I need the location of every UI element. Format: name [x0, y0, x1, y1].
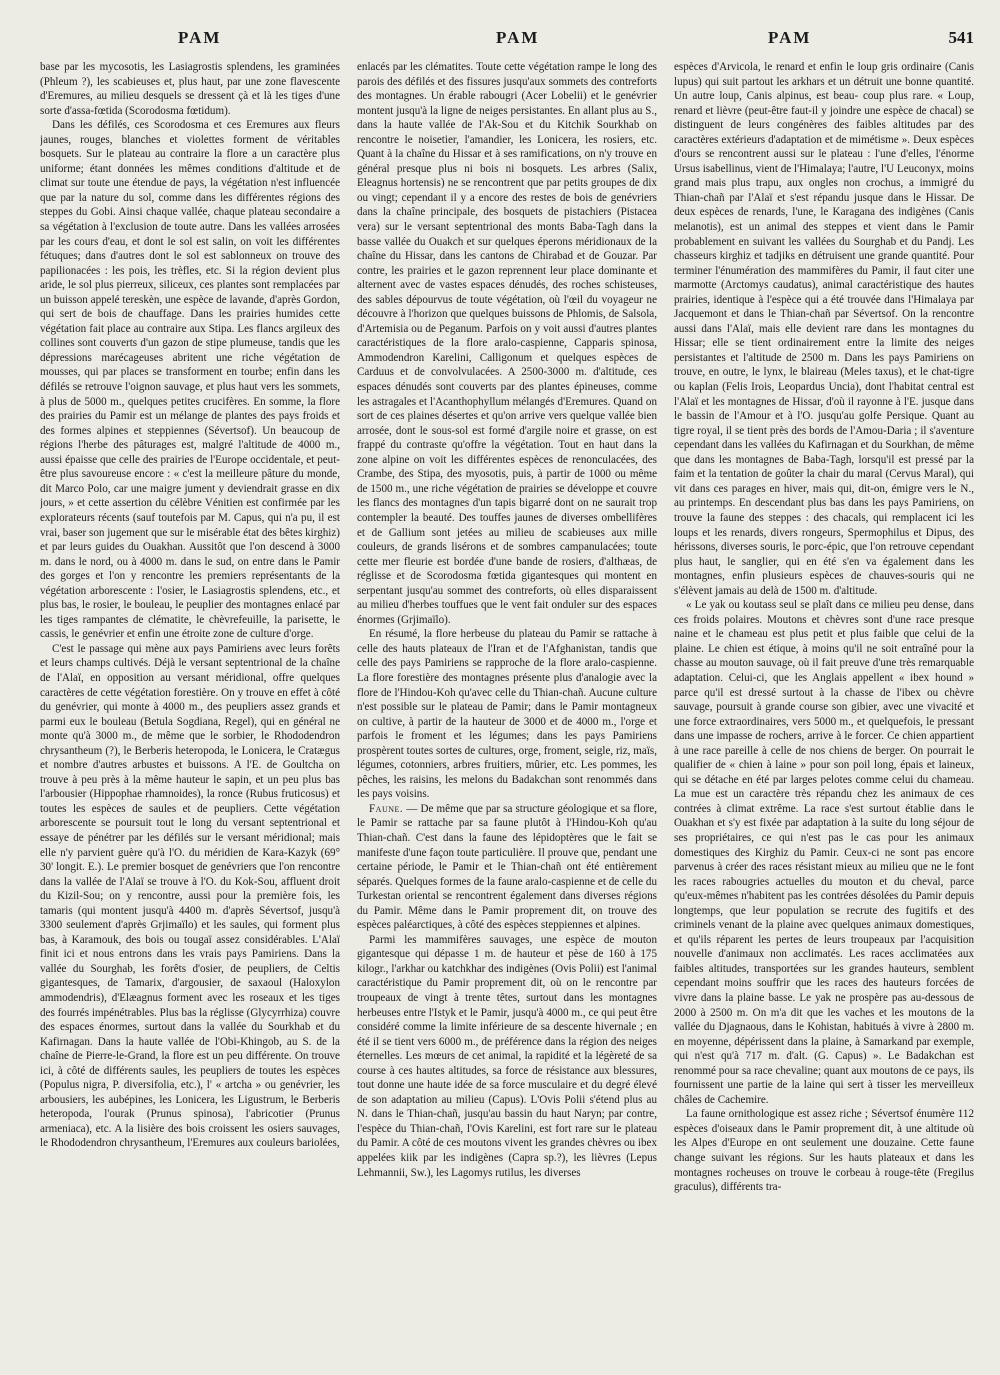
- paragraph: enlacés par les clématites. Toute cette végétation rampe le long des parois des défilés et des fissures jusqu'aux sommets des contreforts des montagnes. Un érable rabougri (Acer Lobelii) et le genévrier montent jusqu'à la ligne de neiges persistantes. En allant plus au S., dans la haute vallée de l'Ak-Sou et du Kitchik Sourkhab on rencontre le noisetier, l'amandier, les Lonicera, les rosiers, etc. Quant à la chaîne du Hissar et à ses ramifications, on n'y trouve en général presque plus ni bois ni bosquets. Les arbres (Salix, Eleagnus hortensis) ne se rencontrent que par petits groupes de dix ou vingt; cependant il y a encore des restes de bois de genévriers dans la chaîne principale, des bosquets de pistachiers (Pistacea vera) sur le versant septentrional des monts Baba-Tagh dans la basse vallée du Ouakch et sur quelques éperons méridionaux de la chaîne du Hissar, dans les cantons de Chirabad et de Gouzar. Par contre, les prairies et le gazon reprennent leur place dominante et alternent avec de vastes espaces dénudés, des roches schisteuses, des sables dépourvus de toute végétation, où l'œil du voyageur ne découvre à l'horizon que quelques buissons de Phlomis, de Salsola, d'Artemisia ou de Peganum. Parfois on y voit aussi d'autres plantes caractéristiques de la flore aralo-caspienne, Capparis spinosa, Ammodendron Karelini, Calligonum et quelques espèces de Carduus et de convolvulacées. A 2500-3000 m. d'altitude, ces espaces dénudés sont couverts par des plantes épineuses, comme les astragales et l'Acanthophyllum mélangés d'Eremures. Quand on sort de ces plaines désertes et qu'on arrive vers quelque vallée bien arrosée, dont le sous-sol est formé d'argile noire et grasse, on est frappé du contraste qu'offre la végétation. Tout en haut dans la zone alpine on voit les différentes espèces de renonculacées, des Crambe, des Stipa, des myosotis, puis, à partir de 1000 ou même de 1500 m., une riche végétation de prairies se développe et couvre les flancs des montagnes d'un tapis bigarré dont on ne saurait trop contempler la beauté. Des touffes jaunes de diverses ombellifères et de Gallium sont jetées au milieu de scabieuses aux mille couleurs, de grands lisérons et de sombres campanulacées; toute cette mer fleurie est bordée d'une bande de rosiers, d'althæas, de réglisse et de Scorodosma fœtida gigantesques qui montent en serpentant jusqu'au sommet des contreforts, où elles disparaissent au milieu d'herbes touffues que le vent fait onduler sur des espaces énormes (Grjimaïlo).: [357, 61, 657, 626]
- paragraph: C'est le passage qui mène aux pays Pamiriens avec leurs forêts et leurs champs cultivés. Déjà le versant septentrional de la chaîne de l'Alaï, en opposition au versant méridional, offre quelques caractères de cette végétation forestière. On y trouve en effet à côté du genévrier, qui monte à 4000 m., des peupliers assez grands et parmi eux le bouleau (Betula Sogdiana, Regel), qui en général ne monte qu'à 3000 m., de même que le sorbier, le Rhododendron chrysantheum (?), le Berberis heteropoda, le Lonicera, le Cratægus et nombre d'autres arbustes et buissons. A l'E. de Goultcha on trouve à peu près à la même hauteur le sapin, et un peu plus bas l'arbousier (Hippophae rhamnoides), la ronce (Rubus fruticosus) et toutes les espèces de saules et de peupliers. Cette végétation arborescente se poursuit tout le long du versant septentrional et essaye de pénétrer par les défilés sur le versant méridional; mais elle n'y parvient guère qu'à l'O. du méridien de Kara-Kazyk (69° 30' longit. E.). Le premier bosquet de genévriers que l'on rencontre dans la vallée de l'Alaï se trouve à l'O. du Kok-Sou, affluent droit du Kizil-Sou; on y rencontre, aussi pour la première fois, les tamaris (qui montent jusqu'à 4400 m. d'après Sévertsof, jusqu'à 3300 seulement d'après Grjimaïlo) et les saules, qui forment plus bas, à Karamouk, des bois ou tougaï assez considérables. L'Alaï finit ici et nous entrons dans les vrais pays Pamiriens. Dans la vallée du Sourghab, les forêts d'osier, de peupliers, de Celtis gigantesques, de Tamarix, d'argousier, de saxaoul (Haloxylon ammodendris), d'Elæagnus forment avec les roseaux et les tiges des fourrés impénétrables. Plus bas la réglisse (Glycyrrhiza) couvre des espaces énormes, surtout dans la vallée du Sourkhab et du Kafirnagan. Dans la haute vallée de l'Obi-Khingob, au S. de la chaîne de Pierre-le-Grand, la flore est un peu différente. On trouve ici, à côté de différents saules, les peupliers de toutes les espèces (Populus nigra, P. diversifolia, etc.), l' « artcha » ou genévrier, les arbousiers, les aubépines, les Lonicera, les Ligustrum, le Berberis heteropoda, l'ourak (Prunus spinosa), l'abricotier (Prunus armeniaca), etc. A la lisière des bois croissent les osiers sauvages, le Rhododendron chrysantheum, l'Eremures aux couleurs bariolées,: [40, 642, 340, 1150]
- text-columns: [40, 60, 974, 1350]
- column-1: [40, 60, 340, 1350]
- section-keyword: Faune.: [369, 802, 404, 815]
- paragraph: Dans les défilés, ces Scorodosma et ces Eremures aux fleurs jaunes, rouges, blanches et violettes forment de véritables bosquets. Sur le plateau au contraire la flore a un caractère plus uniforme; étant données les mêmes conditions d'altitude et de climat sur toute une étendue de pays, la végétation n'est influencée que par la nature du sol, comme dans les différentes régions des steppes du Gobi. Ainsi chaque vallée, chaque plateau secondaire a sa végétation à l'exclusion de toute autre. Dans les vallées arrosées par les cours d'eau, et dont le sol est salin, on voit les différentes fétuques; dans d'autres dont le sol est sablonneux on trouve des papilionacées : les pois, les trèfles, etc. Si la région devient plus aride, le sol plus pierreux, siliceux, ces plantes sont remplacées par un buisson appelé tereskèn, une espèce de lavande, d'après Gordon, qui sert de bois de chauffage. Dans les prairies humides cette végétation fait place au contraire aux Stipa. Les flancs argileux des collines sont couverts d'un gazon de stipe plumeuse, tandis que les dépressions marécageuses abritent une riche végétation de mousses, qui par places se transforment en tourbe; enfin dans les défilés se retrouve l'oignon sauvage, et plus haut vers les sommets, à plus de 5000 m., quelques petites crucifères. En somme, la flore des prairies du Pamir est un mélange de plantes des pays froids et des formes alpines et steppiennes (Sévertsof). Un beaucoup de régions l'herbe des pâturages est, malgré l'altitude de 4000 m., aussi épaisse que celle des prairies de l'Europe occidentale, et peut-être plus savoureuse encore : « c'est la meilleure pâture du monde, dit Marco Polo, car une maigre jument y deviendrait grasse en dix jours, » et cette assertion du célèbre Vénitien est confirmée par les explorateurs récents (sauf toutefois par M. Capus, qui n'a pu, il est vrai, baser son jugement que sur le misérable état des bêtes kirghiz) et par leurs guides du Ouakhan. Aussitôt que l'on descend à 3000 m. dans le nord, ou à 4000 m. dans le sud, on entre dans le Pamir des gorges et l'on y rencontre les premiers représentants de la végétation arborescente : l'osier, le Lasiagrostis splendens, etc., et plus bas, le rosier, le bouleau, le peuplier des montagnes enlacé par les tiges rampantes de clématite, le chèvrefeuille, la parisette, le cassis, le genévrier et enfin une étroite zone de culture d'orge.: [40, 119, 340, 641]
- paragraph: En résumé, la flore herbeuse du plateau du Pamir se rattache à celle des hauts plateaux de l'Iran et de l'Afghanistan, tandis que celle des pays Pamiriens se rapproche de la flore aralo-caspienne. La flore forestière des montagnes présente plus d'analogie avec la flore de l'Hindou-Koh qu'avec celle du Thian-chañ. Aucune culture n'est possible sur le plateau de Pamir; dans le Pamir montagneux on cultive, à partir de la hauteur de 3000 et de 4000 m., l'orge et parfois le froment et les légumes; dans les pays Pamiriens prospèrent toutes sortes de cultures, orge, froment, seigle, riz, maïs, légumes, cotonniers, arbres fruitiers, mûrier, etc. Les pommes, les pêches, les raisins, les melons du Badakchan sont renommés dans les pays voisins.: [357, 628, 657, 801]
- faune-section: [357, 802, 657, 933]
- paragraph: La faune ornithologique est assez riche ; Sévertsof énumère 112 espèces d'oiseaux dans le Pamir proprement dit, à une altitude où les Alpes d'Europe en ont seulement une douzaine. Cette faune change suivant les régions. Sur les hauts plateaux et dans les montagnes rocheuses on trouve le corbeau à rouge-tête (Fregilus graculus), différents tra-: [674, 1108, 974, 1194]
- column-2: [357, 60, 657, 1350]
- running-header: [40, 28, 974, 58]
- paragraph: base par les mycosotis, les Lasiagrostis splendens, les graminées (Phleum ?), les scabieuses et, plus haut, par une zone flavescente d'Eremures, au milieu desquels se dressent çà et là les tiges d'une sorte d'assa-fœtida (Scorodosma fœtidum).: [40, 61, 340, 117]
- paragraph: « Le yak ou koutass seul se plaît dans ce milieu peu dense, dans ces froids polaires. Moutons et chèvres sont d'une race presque naine et le chameau est plus petit et plus faible que celui de la plaine. Le chien est étique, à moins qu'il ne soit entraîné pour la chasse au mouton sauvage, où il fait preuve d'une très remarquable adaptation. Celui-ci, que les Anglais appellent « ibex hound » parce qu'il est dressé surtout à la chasse de l'ibex ou chèvre sauvage, poursuit à grande course son gibier, avec une vivacité et une force extraordinaires, vers 5000 m., et quelquefois, le pressant dans une impasse de rochers, arrive à le forcer. Ce chien appartient à une race pareille à celle de nos chiens de berger. On pourrait le qualifier de « chien à laine » pour son poil long, épais et laineux, qui se détache en été par larges pelotes comme celui du chameau. La mue est un caractère très répandu chez les animaux de ces contrées à climat extrême. La race s'est surtout établie dans le Ouakhan et s'y est fixée par adaptation à la suite du long séjour de ses propriétaires, ce qui n'est pas le cas pour les animaux domestiques des Kirghiz du Pamir. Ceux-ci ne sont pas encore parvenus à créer des races résistant mieux au milieu que ne le font les races rabougries actuelles du mouton et du cheval, parce qu'eux-mêmes n'habitent pas les contrées désolées du Pamir depuis longtemps, que leur population se recrute des fugitifs et des criminels venant de la plaine avec quelques animaux domestiques, et qu'ils réparent les pertes de leurs troupeaux par l'acquisition nouvelle d'animaux non acclimatés. Les races acclimatées aux faibles altitudes, transportées sur les grandes hauteurs, semblent cependant moins souffrir que les races des hauteurs forcées de vivre dans la plaine basse. Le yak ne prospère pas au-dessous de 2000 à 2500 m. On m'a dit que les vaches et les moutons de la vallée du Djagnaous, dans le Kohistan, habitués à vivre à 2800 m. en moyenne, dépérissent dans la plaine, à Samarkand par exemple, qui n'est qu'à 717 m. d'alt. (G. Capus) ». Le Badakchan est renommé pour sa race chevaline; quant aux moutons de ce pays, ils fournissent une partie de la laine qui sert à tisser les merveilleux châles de Cachemire.: [674, 599, 974, 1106]
- running-head-right: PAM: [768, 28, 812, 47]
- page-number: 541: [948, 28, 974, 47]
- column-3: [674, 60, 974, 1350]
- running-head-left: PAM: [178, 28, 222, 47]
- section-text: — De même que par sa structure géologique et sa flore, le Pamir se rattache par sa faune plutôt à l'Hindou-Koh qu'au Thian-chañ. C'est dans la faune des lépidoptères que le fait se manifeste d'une façon toute particulière. Il prouve que, pendant une certaine période, le Pamir et le Thian-chañ ont été entièrement séparés. Quelques formes de la faune aralo-caspienne et de celle du Turkestan oriental se rencontrent également dans diverses régions du Pamir. Même dans le Pamir proprement dit, on trouve des espèces paléarctiques, à côté des espèces steppiennes et alpines.: [357, 802, 657, 932]
- paragraph: espèces d'Arvicola, le renard et enfin le loup gris ordinaire (Canis lupus) qui suit partout les arkhars et un détruit une bonne quantité. Un autre loup, Canis alpinus, est beau- coup plus rare. « Loup, renard et lièvre (peut-être faut-il y joindre une espèce de chacal) se distinguent de leurs congénères des faibles altitudes par des caractères extérieurs d'adaptation et de mimétisme ». Deux espèces d'ours se rencontrent aussi sur le plateau : l'une d'elles, l'énorme Ursus isabellinus, vient de l'Himalaya; l'autre, l'U Leuconyx, moins grand mais plus trapu, aux ongles non crochus, a immigré du Thian-chañ par l'Alaï et s'est répandu jusque dans le Hissar. De deux espèces de renards, l'une, le Karagana des indigènes (Canis melanotis), est un animal des steppes et vient dans le Pamir probablement en suivant les vallées du Sourghab et du Pandj. Les chasseurs kirghiz et tadjiks en détruisent une grande quantité. Pour terminer l'énumération des mammifères du Pamir, il faut citer une marmotte (Arctomys caudatus), animal caractéristique des hautes prairies, identique à l'espèce qui a été trouvée dans l'Himalaya par Jacquemont et dans le Thian-chañ par Sévertsof. On la rencontre aussi dans l'Alaï, mais elle devient rare dans les montagnes du Hissar; elle se tient ordinairement entre la limite des neiges persistantes et l'altitude de 2500 m. Dans les pays Pamiriens on trouve, en outre, le lynx, le blaireau (Meles taxus), et le chat-tigre ou kaplan (Felis Irois, Leopardus Uncia), dont l'habitat central est l'Alaï et les montagnes de Hissar, d'où il rayonne à l'E. jusque dans le bassin de l'Amour et à l'O. jusqu'au golfe Persique. Quant au tigre royal, il se tient près des bords de l'Amou-Daria ; il s'aventure cependant dans les vallées du Kafirnagan et du Sourkhan, de même que dans les montagnes de Baba-Tagh, lorsqu'il est pressé par la faim et la tentation de goûter la chair du maral (Cervus Maral), qui vit dans ces parages en hiver, mais qui, dit-on, émigre vers le N., au printemps. En descendant plus bas dans les pays Pamiriens, on trouve la faune des steppes : des chacals, qui remplacent ici les loups et les renards, divers rongeurs, Spermophilus et Dipus, des hérissons, diverses souris, le porc-épic, que l'on retrouve cependant plus haut, le sanglier, qui en été s'en va également dans les montagnes, enfin plusieurs espèces de chauves-souris qui ne s'élèvent jamais au delà de 1500 m. d'altitude.: [674, 61, 974, 597]
- running-head-center: PAM: [496, 28, 540, 47]
- paragraph: Parmi les mammifères sauvages, une espèce de mouton gigantesque qui dépasse 1 m. de hauteur et pèse de 160 à 175 kilogr., l'arkhar ou katchkhar des indigènes (Ovis Polii) est l'animal caractéristique du Pamir proprement dit, où on le rencontre par troupeaux de vingt à trente têtes, surtout dans les montagnes herbeuses entre l'Istyk et le Pamir, jusqu'à 4000 m., ce qui peut être considéré comme la limite inférieure de sa descente hivernale ; en été il se tient vers 6000 m., de préférence dans la région des neiges éternelles. Les mœurs de cet animal, la rapidité et la légèreté de sa course à ces hautes altitudes, sa force de résistance aux blessures, tout donne une haute idée de sa force musculaire et du degré élevé de son adaptation au milieu (Capus). L'Ovis Polii s'étend plus au N. dans le Thian-chañ, jusqu'au bassin du haut Naryn; par contre, l'espèce du Thian-chañ, l'Ovis Karelini, est fort rare sur le plateau du Pamir. A côté de ces moutons vivent les grandes chèvres ou ibex appelées kiik par les indigènes (Capra sp.?), les lièvres (Lepus Lehmannii, Sw.), les Lagomys rutilus, les diverses: [357, 933, 657, 1179]
